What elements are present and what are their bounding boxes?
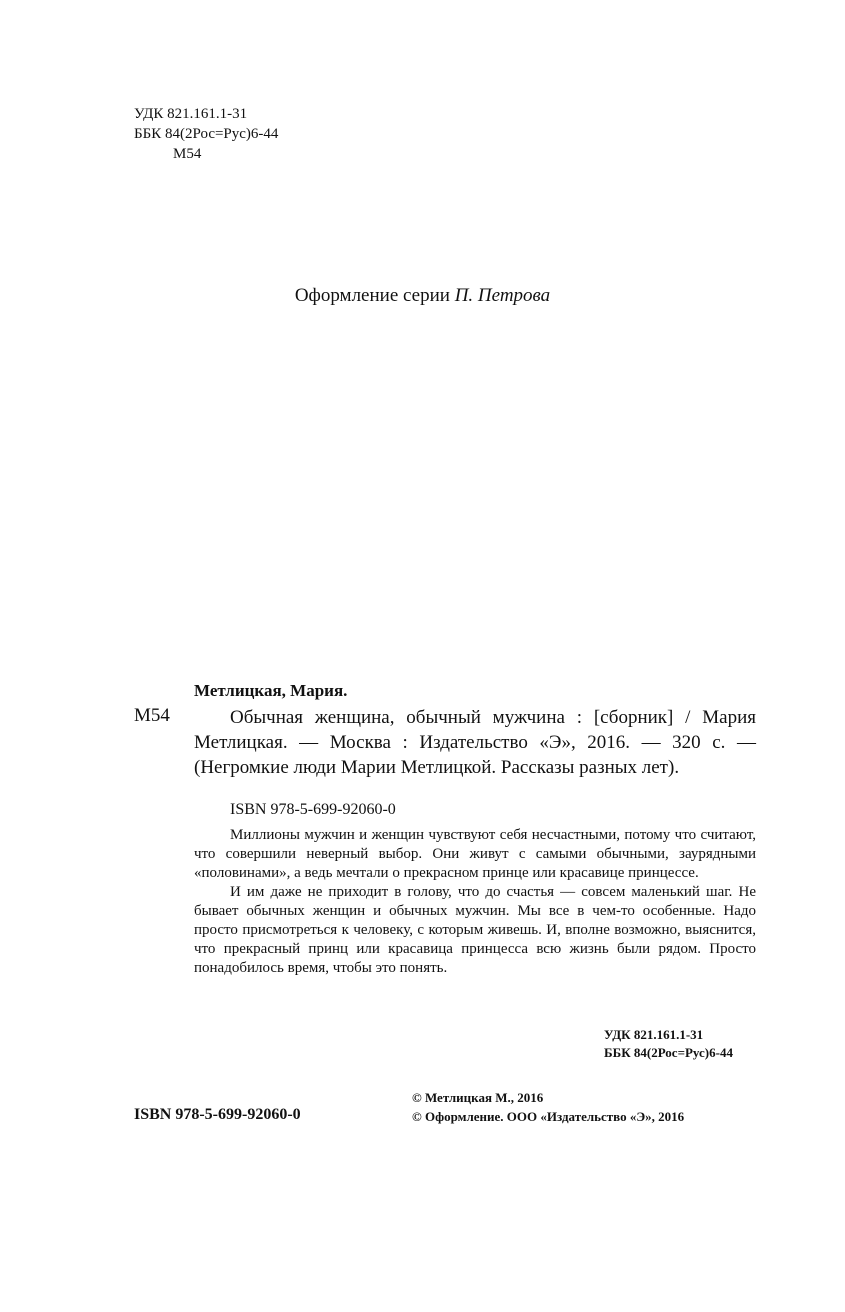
annotation-paragraph: Миллионы мужчин и женщин чувствуют себя несчастными, потому что считают, что совершили неверный выбор. Они живут с самыми обычными, заурядными «половинами», а ведь мечтали о прекрасном принце или красавице принцессе. [194,827,756,881]
author-mark: М54 [173,146,202,162]
catalog-isbn: ISBN 978-5-699-92060-0 [230,801,396,818]
udk-code: УДК 821.161.1-31 [134,106,248,122]
bbk-code: ББК 84(2Рос=Рус)6-44 [134,126,279,142]
copyright-block [412,1088,684,1126]
series-design-credit [0,285,845,307]
footer-bbk-code: ББК 84(2Рос=Рус)6-44 [604,1045,733,1060]
series-designer-name: П. Петрова [454,285,551,306]
isbn-bold: ISBN 978-5-699-92060-0 [134,1106,301,1123]
series-design-label: Оформление серии [294,285,450,306]
annotation-paragraph: И им даже не приходит в голову, что до счастья — совсем маленький шаг. Не бывает обычных женщин и обычных мужчин. Мы все в чем-то особенные. Надо просто присмотреться к человеку, с которым живешь. И, вполне возможно, выяснится, что прекрасный принц или красавица принцесса всю жизнь были рядом. Просто понадобилось время, чтобы это понять. [194,884,756,976]
annotation [194,826,756,978]
copyright-author: © Метлицкая М., 2016 [412,1090,544,1105]
copyright-design: © Оформление. ООО «Издательство «Э», 2016 [412,1109,685,1124]
catalog-author: Метлицкая, Мария. [194,681,348,700]
bibliographic-entry: Обычная женщина, обычный мужчина : [сборник] / Мария Метлицкая. — Москва : Издательство «Э», 2016. — 320 с. — (Негромкие люди Марии Метлицкой. Рассказы разных лет). [194,707,756,778]
footer-classification [604,1026,733,1062]
footer-udk-code: УДК 821.161.1-31 [604,1027,704,1042]
catalog-code: М54 [134,705,170,726]
